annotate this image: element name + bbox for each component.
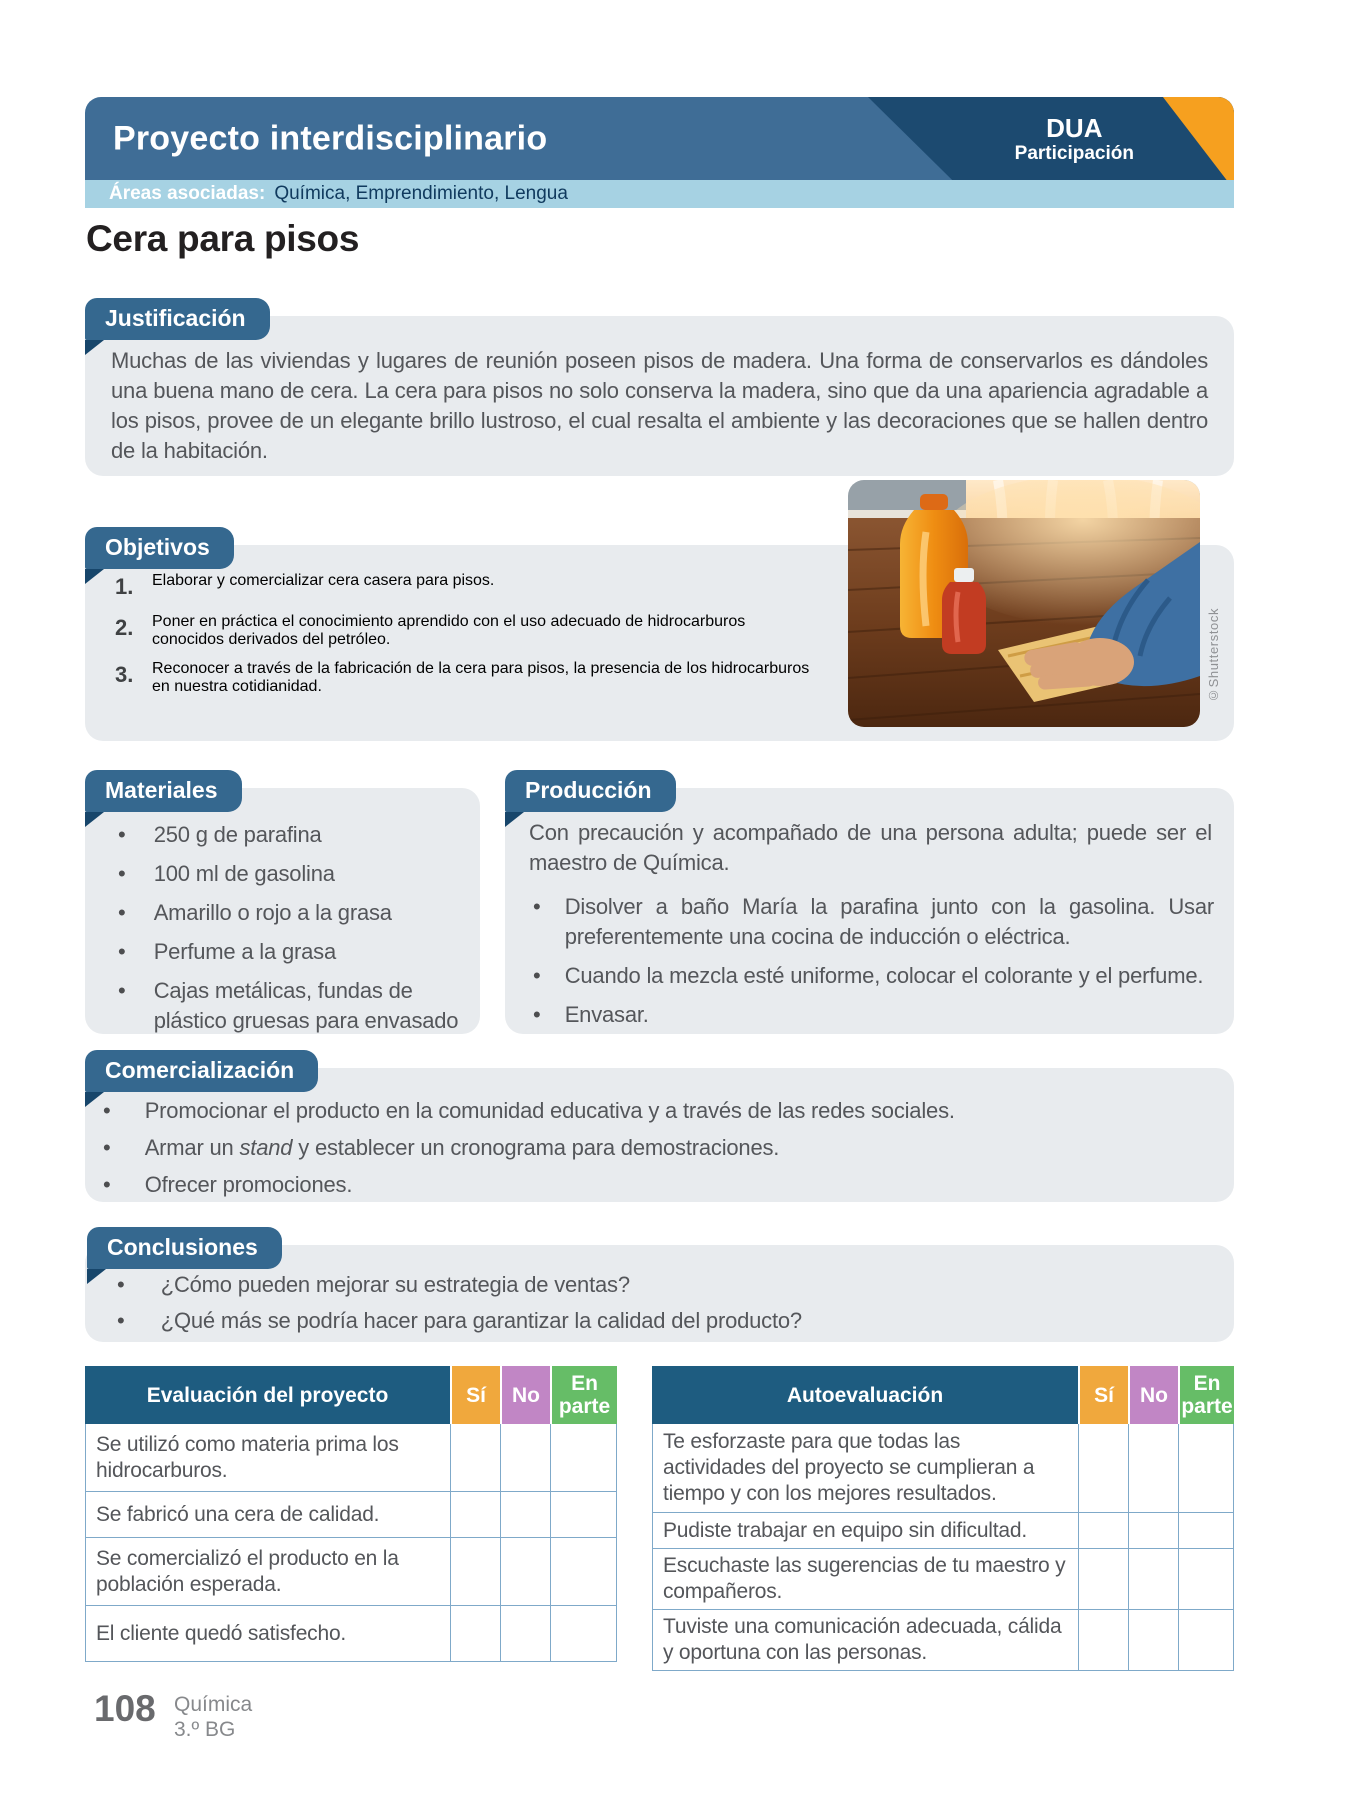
row-statement: El cliente quedó satisfecho. [96,1621,347,1645]
table-row [85,1538,617,1606]
list-item: • Cuando la mezcla esté uniforme, colocar el colorante y el perfume. [533,961,1214,991]
box-justificacion [85,316,1234,476]
row-statement: Pudiste trabajar en equipo sin dificultad. [663,1518,1028,1542]
dua-sublabel: Participación [1014,142,1134,164]
bullet-icon: • [103,1172,111,1197]
list-item: • Promocionar el producto en la comunidad educativa y a través de las redes sociales. [103,1096,1210,1126]
row-statement: Te esforzaste para que todas las actividades del proyecto se cumplieran a tiempo y con los mejores resultados. [663,1430,1035,1505]
dua-label: DUA [1046,112,1103,143]
item-number: 2. [115,615,134,640]
answer-cell-enparte [550,1424,617,1492]
answer-cell-si [450,1606,500,1662]
areas-label: Áreas asociadas: [109,183,266,204]
table-row [652,1610,1234,1671]
areas-bar [85,180,1234,208]
answer-cell-si [1078,1610,1128,1671]
list-item: 2. Poner en práctica el conocimiento aprendido con el uso adecuado de hidrocarburos conocidos derivados del petróleo. [115,613,746,648]
list-item: • Amarillo o rojo a la grasa [118,898,462,928]
table-row [652,1424,1234,1513]
answer-cell-no [1128,1549,1178,1610]
answer-cell-no [500,1606,550,1662]
bullet-icon: • [118,822,126,847]
answer-cell-enparte [1178,1549,1234,1610]
row-statement: Se fabricó una cera de calidad. [96,1502,380,1526]
bullet-icon: • [118,861,126,886]
answer-cell-enparte [1178,1424,1234,1513]
answer-cell-si [1078,1549,1128,1610]
item-number: 1. [115,574,134,599]
list-item: • ¿Qué más se podría hacer para garantizar la calidad del producto? [117,1306,1210,1336]
item-number: 3. [115,662,134,687]
column-header-enparte: En parte [1178,1366,1234,1424]
tag-comercializacion: Comercialización [85,1050,318,1092]
column-header-si: Sí [450,1366,500,1424]
answer-cell-enparte [1178,1513,1234,1549]
table-title-cell: Autoevaluación [652,1366,1078,1424]
item-text: y establecer un cronograma para demostraciones. [292,1135,780,1160]
tag-objetivos: Objetivos [85,527,234,569]
row-statement: Se utilizó como materia prima los hidrocarburos. [96,1432,399,1482]
bullet-icon: • [117,1308,125,1333]
list-item: • Disolver a baño María la parafina junto con la gasolina. Usar preferentemente una cocina de inducción o eléctrica. [533,892,1214,952]
list-item: • Perfume a la grasa [118,937,462,967]
bullet-icon: • [533,963,541,988]
table-row [652,1549,1234,1610]
list-item: • 250 g de parafina [118,820,462,850]
answer-cell-no [1128,1424,1178,1513]
banner-title: Proyecto interdisciplinario [113,119,548,157]
box-produccion [505,788,1234,1034]
answer-cell-no [500,1492,550,1538]
answer-cell-si [1078,1513,1128,1549]
tag-justificacion: Justificación [85,298,270,340]
bullet-icon: • [533,894,541,919]
list-item: • Cajas metálicas, fundas de plástico gruesas para envasado [118,976,462,1036]
box-materiales [85,788,480,1034]
list-item [103,1133,1210,1163]
tag-conclusiones: Conclusiones [87,1227,282,1269]
answer-cell-no [1128,1513,1178,1549]
list-item: • Envasar. [533,1000,1214,1030]
list-item: • 100 ml de gasolina [118,859,462,889]
answer-cell-enparte [550,1492,617,1538]
answer-cell-no [1128,1610,1178,1671]
bullet-icon: • [118,978,126,1003]
answer-cell-si [1078,1424,1128,1513]
header-banner [85,97,1234,180]
row-statement: Se comercializó el producto en la población esperada. [96,1546,399,1596]
dua-badge [1015,113,1134,163]
bullet-icon: • [117,1272,125,1297]
answer-cell-si [450,1424,500,1492]
book-subject: Química [174,1693,253,1716]
table-row [85,1606,617,1662]
areas-value: Química, Emprendimiento, Lengua [274,183,568,204]
tag-produccion: Producción [505,770,676,812]
answer-cell-enparte [1178,1610,1234,1671]
photo-credit: ©Shutterstock [1206,607,1221,703]
table-header-row [85,1366,617,1424]
answer-cell-si [450,1492,500,1538]
row-statement: Tuviste una comunicación adecuada, cálida y oportuna con las personas. [663,1615,1062,1664]
table-row [85,1424,617,1492]
bullet-icon: • [103,1135,111,1160]
page-title: Cera para pisos [86,218,360,259]
item-text-italic: stand [239,1135,293,1160]
bullet-icon: • [118,900,126,925]
column-header-enparte: En parte [550,1366,617,1424]
answer-cell-si [450,1538,500,1606]
answer-cell-no [500,1538,550,1606]
table-row [652,1513,1234,1549]
column-header-no: No [1128,1366,1178,1424]
table-autoevaluacion [652,1366,1234,1671]
book-grade: 3.º BG [174,1718,236,1741]
page-number: 108 [94,1688,156,1729]
column-header-no: No [500,1366,550,1424]
answer-cell-enparte [550,1538,617,1606]
table-evaluacion [85,1366,617,1662]
produccion-intro: Con precaución y acompañado de una persona adulta; puede ser el maestro de Química. [529,820,1212,875]
row-statement: Escuchaste las sugerencias de tu maestro y compañeros. [663,1554,1066,1603]
bullet-icon: • [118,939,126,964]
bullet-icon: • [533,1002,541,1027]
table-row [85,1492,617,1538]
table-title-cell: Evaluación del proyecto [85,1366,450,1424]
photo-floor-waxing [848,480,1200,727]
floor-waxing-illustration [848,480,1200,727]
table-header-row [652,1366,1234,1424]
list-item: 3. Reconocer a través de la fabricación de la cera para pisos, la presencia de los hidrocarburos en nuestra cotidianidad. [115,660,810,695]
list-item: • Ofrecer promociones. [103,1170,1210,1200]
item-text: Armar un [144,1135,240,1160]
list-item: • ¿Cómo pueden mejorar su estrategia de ventas? [117,1270,1210,1300]
list-item: 1. Elaborar y comercializar cera casera para pisos. [115,572,815,602]
book-info [174,1692,252,1742]
column-header-si: Sí [1078,1366,1128,1424]
answer-cell-enparte [550,1606,617,1662]
answer-cell-no [500,1424,550,1492]
justificacion-paragraph: Muchas de las viviendas y lugares de reunión poseen pisos de madera. Una forma de conservarlos es dándoles una buena mano de cera. La cera para pisos no solo conserva la madera, sino que da una apariencia agradable a los pisos, provee de un elegante brillo lustroso, el cual resalta el ambiente y las decoraciones que se hallen dentro de la habitación. [111,348,1208,463]
bullet-icon: • [103,1098,111,1123]
tag-materiales: Materiales [85,770,242,812]
